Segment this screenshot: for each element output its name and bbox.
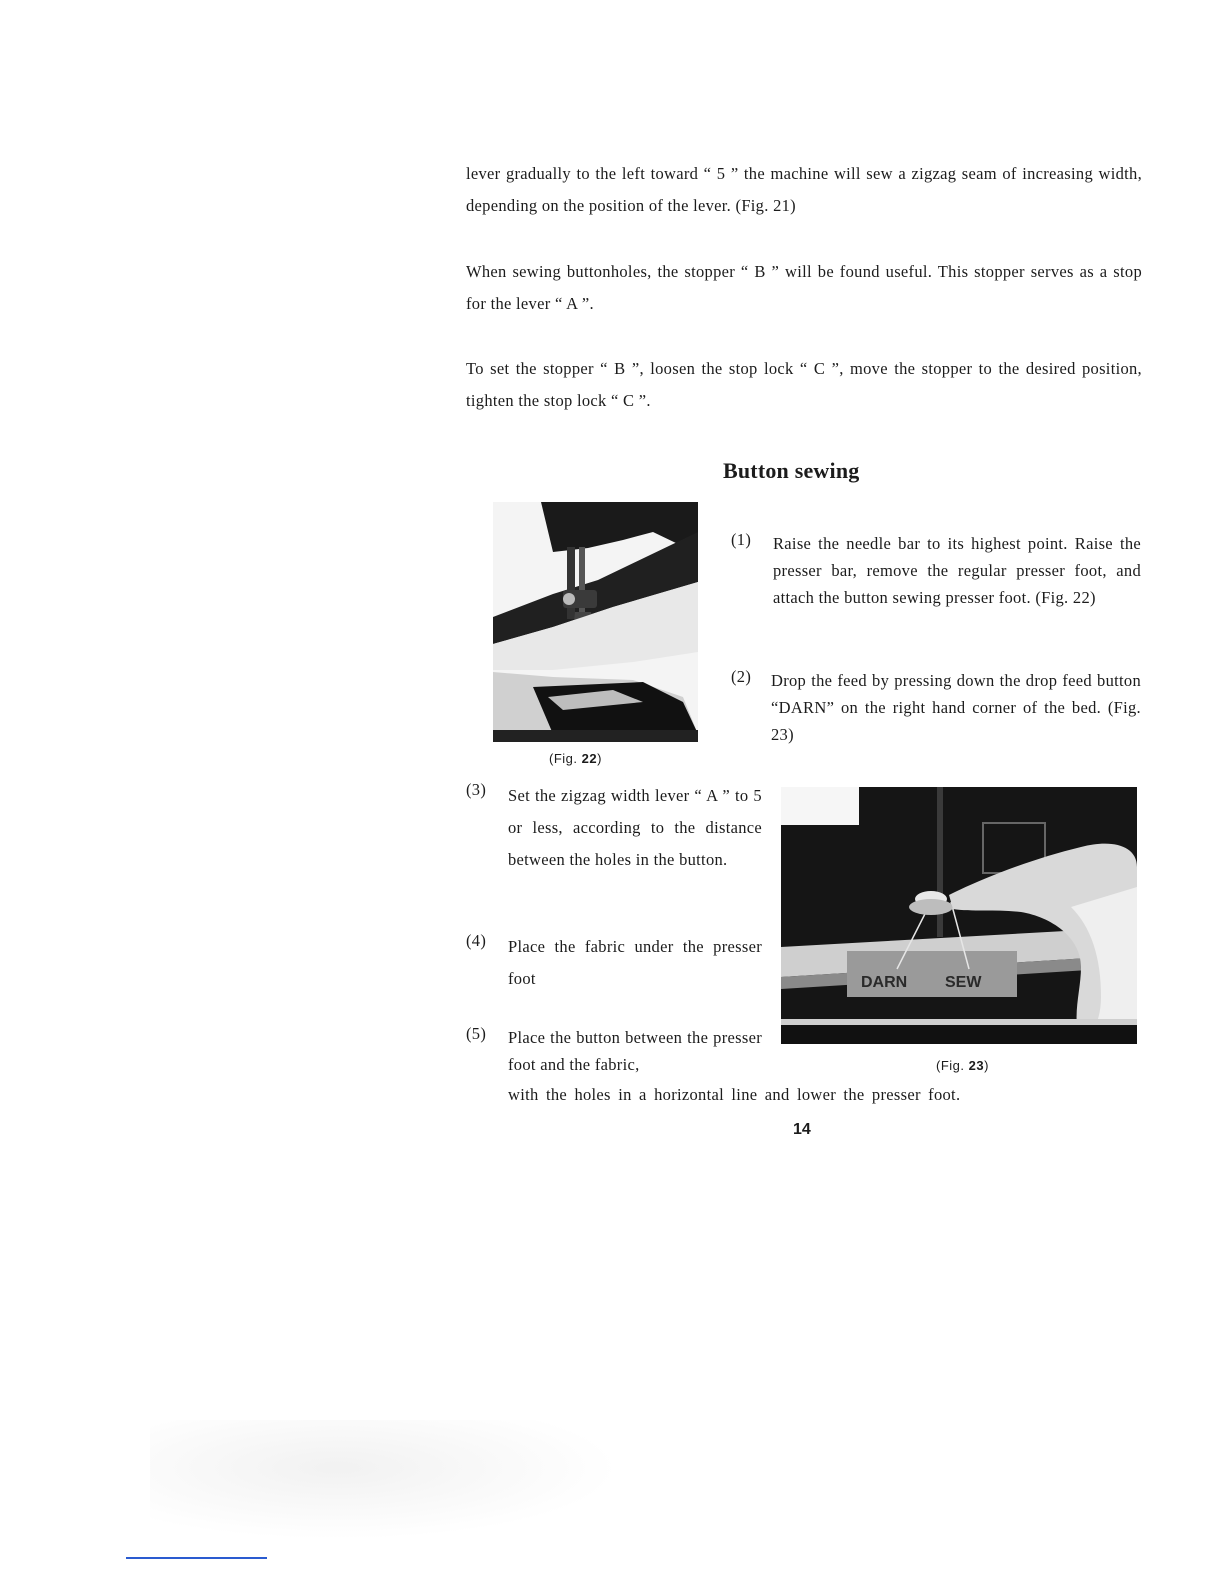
intro-paragraph-1: lever gradually to the left toward “ 5 ” the machine will sew a zigzag seam of increasing width, depending on the position of the lever. (Fig. 21): [466, 164, 1142, 215]
fig-22-caption: [549, 751, 602, 766]
section-title: Button sewing: [723, 458, 860, 483]
step-5-number: (5): [466, 1024, 487, 1043]
step-5-text: Place the button between the presser foot and the fabric,: [508, 1028, 762, 1074]
step-5-continuation-text: with the holes in a horizontal line and lower the presser foot.: [508, 1085, 961, 1104]
page-number: 14: [793, 1121, 811, 1138]
step-2-number: (2): [731, 667, 752, 686]
fig-22-caption-suffix: ): [597, 751, 602, 766]
fig-22-caption-prefix: (Fig.: [549, 751, 582, 766]
step-5: [466, 1024, 764, 1084]
step-1-number: (1): [731, 530, 752, 549]
fig-22-photo: [493, 502, 698, 742]
intro-paragraph-2: When sewing buttonholes, the stopper “ B ” will be found useful. This stopper serves as a stop for the lever “ A ”.: [466, 262, 1142, 313]
scan-smudge: [150, 1420, 620, 1540]
fig-23-caption-prefix: (Fig.: [936, 1058, 969, 1073]
step-3-text: Set the zigzag width lever “ A ” to 5 or less, according to the distance between the holes in the button.: [508, 786, 762, 869]
step-2: [731, 667, 1141, 757]
step-4-text: Place the fabric under the presser foot: [508, 937, 762, 988]
step-1: [731, 530, 1141, 650]
fig-23-label-sew: SEW: [945, 974, 982, 991]
fig-23-label-darn: DARN: [861, 974, 908, 991]
fig-23-caption: [936, 1058, 989, 1073]
fig-23-caption-number: 23: [968, 1058, 985, 1073]
step-4: [466, 931, 764, 1001]
footnote-rule: [126, 1557, 267, 1559]
step-3-number: (3): [466, 780, 487, 799]
step-4-number: (4): [466, 931, 487, 950]
fig-22-caption-number: 22: [581, 751, 598, 766]
step-5-continuation: [508, 1081, 1068, 1111]
intro-paragraph-3: To set the stopper “ B ”, loosen the stop lock “ C ”, move the stopper to the desired position, tighten the stop lock “ C ”.: [466, 359, 1142, 410]
step-2-text: Drop the feed by pressing down the drop feed button “DARN” on the right hand corner of the bed. (Fig. 23): [771, 671, 1141, 744]
fig-23-photo: [781, 787, 1137, 1044]
step-1-text: Raise the needle bar to its highest point. Raise the presser bar, remove the regular presser foot, and attach the button sewing presser foot. (Fig. 22): [773, 534, 1141, 607]
step-3: [466, 780, 764, 910]
fig-23-caption-suffix: ): [984, 1058, 989, 1073]
